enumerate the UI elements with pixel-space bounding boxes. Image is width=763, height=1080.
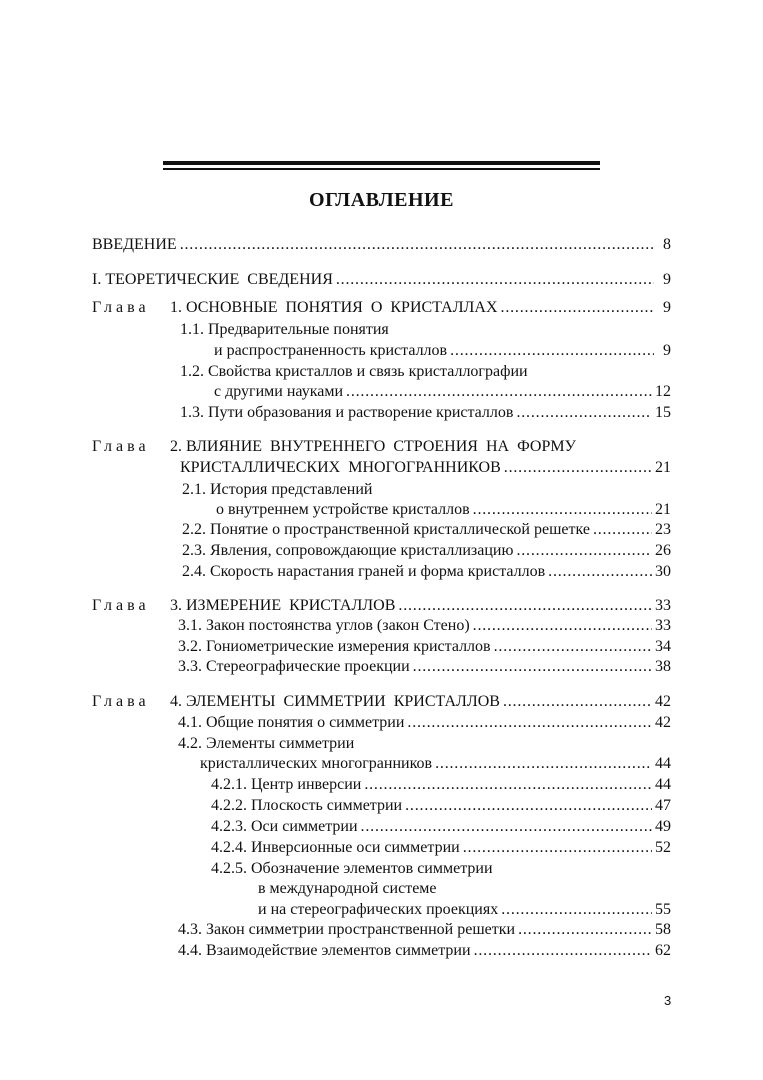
chapter-prefix: Глава — [92, 438, 150, 455]
dot-leader — [501, 298, 654, 318]
dot-leader — [473, 616, 652, 636]
dot-leader — [413, 657, 652, 677]
dot-leader — [503, 692, 652, 712]
toc-entry-1-2-line1: 1.2. Свойства кристаллов и связь кристаллографии — [180, 363, 528, 380]
dot-leader — [180, 235, 654, 255]
toc-entry-chapter-2[interactable]: КРИСТАЛЛИЧЕСКИХ МНОГОГРАННИКОВ . . . 21 — [180, 458, 671, 478]
dot-leader — [336, 270, 654, 290]
toc-entry-1-1-line1: 1.1. Предварительные понятия — [180, 321, 389, 338]
dot-leader — [364, 775, 652, 795]
dot-leader — [398, 596, 652, 616]
toc-entry-4-2-5[interactable]: и на стереографических проекциях . . . 55 — [258, 900, 671, 920]
dot-leader — [516, 403, 652, 423]
toc-entry-chapter-2-line1: Глава 2. ВЛИЯНИЕ ВНУТРЕННЕГО СТРОЕНИЯ НА ФОРМУ — [92, 438, 576, 455]
toc-entry-chapter-3[interactable]: Глава 3. ИЗМЕРЕНИЕ КРИСТАЛЛОВ . . . 33 — [92, 596, 671, 616]
dot-leader — [593, 520, 652, 540]
toc-entry-2-1-line1: 2.1. История представлений — [182, 481, 373, 498]
toc-entry-4-3[interactable]: 4.3. Закон симметрии пространственной решетки . . . 58 — [178, 920, 671, 940]
toc-entry-chapter-4[interactable]: Глава 4. ЭЛЕМЕНТЫ СИММЕТРИИ КРИСТАЛЛОВ . . . 42 — [92, 692, 671, 712]
toc-entry-4-1[interactable]: 4.1. Общие понятия о симметрии . . . 42 — [178, 713, 671, 733]
dot-leader — [548, 562, 652, 582]
toc-entry-3-2[interactable]: 3.2. Гониометрические измерения кристаллов . . . 34 — [178, 637, 671, 657]
toc-entry-4-2-line1: 4.2. Элементы симметрии — [178, 735, 355, 752]
toc-entry-3-3[interactable]: 3.3. Стереографические проекции . . . 38 — [178, 657, 671, 677]
toc-entry-4-2-5-line1: 4.2.5. Обозначение элементов симметрии — [211, 860, 493, 877]
dot-leader — [501, 900, 652, 920]
dot-leader — [463, 838, 652, 858]
dot-leader — [474, 941, 652, 961]
toc-entry-1-2[interactable]: с другими науками . . . 12 — [214, 382, 671, 402]
toc-entry-chapter-1[interactable]: Глава 1. ОСНОВНЫЕ ПОНЯТИЯ О КРИСТАЛЛАХ . . . 9 — [92, 298, 671, 318]
dot-leader — [504, 458, 652, 478]
dot-leader — [473, 500, 652, 520]
dot-leader — [346, 382, 652, 402]
dot-leader — [450, 341, 654, 361]
chapter-prefix: Глава — [92, 693, 150, 710]
toc-entry-2-3[interactable]: 2.3. Явления, сопровождающие кристаллизацию . . . 26 — [182, 541, 671, 561]
toc-entry-4-2-4[interactable]: 4.2.4. Инверсионные оси симметрии . . . 52 — [211, 838, 671, 858]
toc-entry-part-1[interactable]: I. ТЕОРЕТИЧЕСКИЕ СВЕДЕНИЯ . . . 9 — [92, 270, 671, 290]
dot-leader — [494, 637, 652, 657]
toc-entry-4-2-1[interactable]: 4.2.1. Центр инверсии . . . 44 — [211, 775, 671, 795]
toc-entry-4-2-5-line2: в международной системе — [258, 880, 437, 897]
toc-entry-introduction[interactable]: ВВЕДЕНИЕ . . . 8 — [92, 235, 671, 255]
dot-leader — [435, 754, 652, 774]
toc-entry-4-2[interactable]: кристаллических многогранников . . . 44 — [200, 754, 671, 774]
toc-entry-1-1[interactable]: и распространенность кристаллов . . . 9 — [214, 341, 671, 361]
toc-entry-4-4[interactable]: 4.4. Взаимодействие элементов симметрии . . . 62 — [178, 941, 671, 961]
dot-leader — [516, 541, 652, 561]
dot-leader — [407, 713, 652, 733]
toc-entry-4-2-2[interactable]: 4.2.2. Плоскость симметрии . . . 47 — [211, 796, 671, 816]
toc-entry-2-4[interactable]: 2.4. Скорость нарастания граней и форма кристаллов . . . 30 — [182, 562, 671, 582]
page-title: ОГЛАВЛЕНИЕ — [309, 189, 454, 211]
toc-entry-2-2[interactable]: 2.2. Понятие о пространственной кристаллической решетке . . . 23 — [182, 520, 671, 540]
page-number: 3 — [664, 993, 672, 1008]
dot-leader — [518, 920, 652, 940]
toc-entry-2-1[interactable]: о внутреннем устройстве кристаллов . . . 21 — [216, 500, 671, 520]
toc-entry-4-2-3[interactable]: 4.2.3. Оси симметрии . . . 49 — [211, 817, 671, 837]
chapter-prefix: Глава — [92, 299, 150, 316]
toc-entry-1-3[interactable]: 1.3. Пути образования и растворение кристаллов . . . 15 — [180, 403, 671, 423]
dot-leader — [405, 796, 652, 816]
dot-leader — [361, 817, 652, 837]
chapter-prefix: Глава — [92, 597, 150, 614]
toc-entry-3-1[interactable]: 3.1. Закон постоянства углов (закон Стено) . . . 33 — [178, 616, 671, 636]
